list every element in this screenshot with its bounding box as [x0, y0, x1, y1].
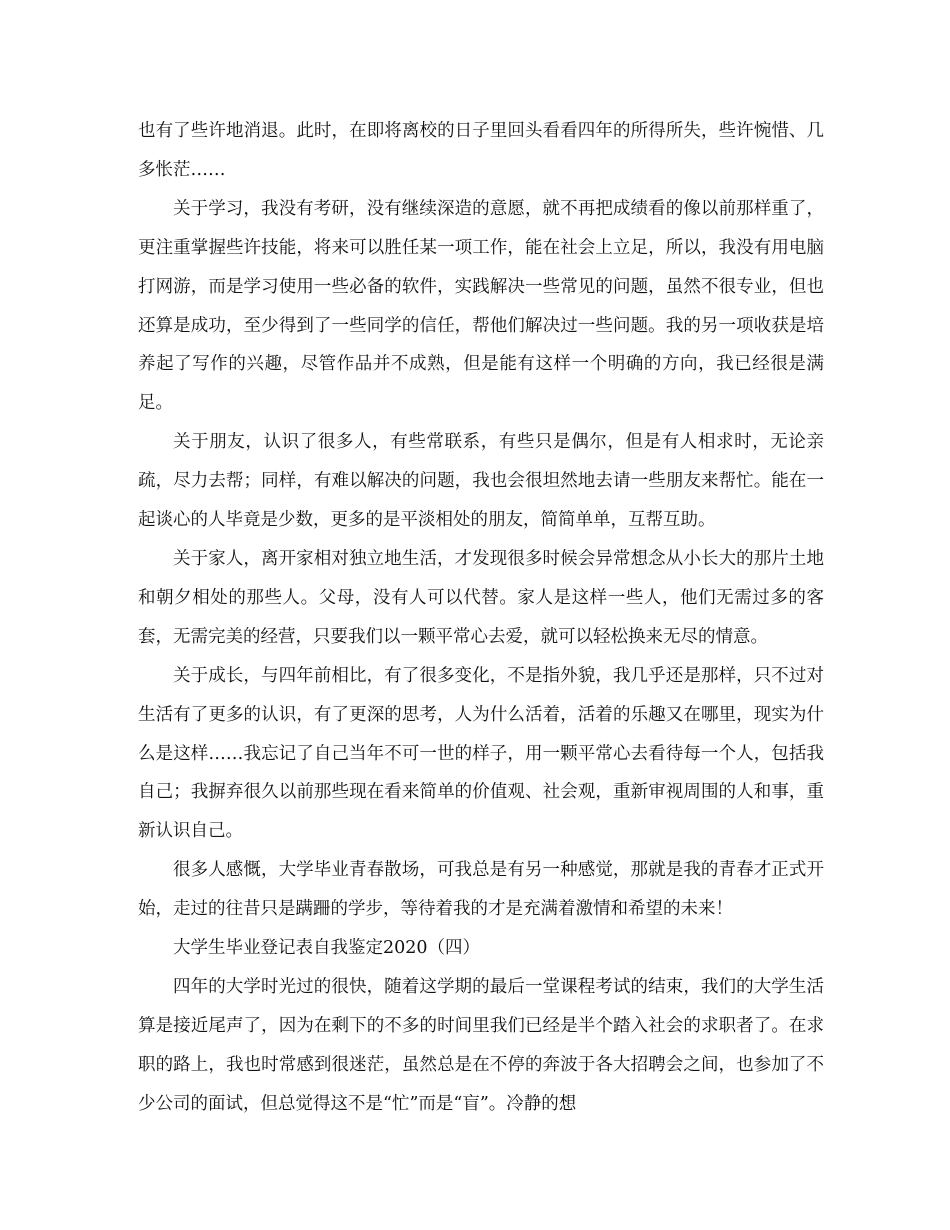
paragraph-continuation: 也有了些许地消退。此时，在即将离校的日子里回头看看四年的所得所失，些许惋惜、几多怅茫……: [138, 121, 824, 180]
document-page: [138, 112, 824, 1124]
paragraph-study: 关于学习，我没有考研，没有继续深造的意愿，就不再把成绩看的像以前那样重了，更注重掌握些许技能，将来可以胜任某一项工作，能在社会上立足，所以，我没有用电脑打网游，而是学习使用一些必备的软件，实践解决一些常见的问题，虽然不很专业，但也还算是成功，至少得到了一些同学的信任，帮他们解决过一些问题。我的另一项收获是培养起了写作的兴趣，尽管作品并不成熟，但是能有这样一个明确的方向，我已经很是满足。: [138, 198, 824, 414]
section-heading: 大学生毕业登记表自我鉴定2020（四）: [173, 938, 481, 959]
paragraph-growth: 关于成长，与四年前相比，有了很多变化，不是指外貌，我几乎还是那样，只不过对生活有了更多的认识，有了更深的思考，人为什么活着，活着的乐趣又在哪里，现实为什么是这样……我忘记了自己当年不可一世的样子，用一颗平常心去看待每一个人，包括我自己；我摒弃很久以前那些现在看来简单的价值观、社会观，重新审视周围的人和事，重新认识自己。: [138, 665, 824, 842]
paragraph-conclusion: 很多人感慨，大学毕业青春散场，可我总是有另一种感觉，那就是我的青春才正式开始，走过的往昔只是蹒跚的学步，等待着我的才是充满着激情和希望的未来！: [138, 860, 824, 920]
paragraph-family: 关于家人，离开家相对独立地生活，才发现很多时候会异常想念从小长大的那片土地和朝夕相处的那些人。父母，没有人可以代替。家人是这样一些人，他们无需过多的客套，无需完美的经营，只要我们以一颗平常心去爱，就可以轻松换来无尽的情意。: [138, 548, 824, 647]
paragraph-friends: 关于朋友，认识了很多人，有些常联系，有些只是偶尔，但是有人相求时，无论亲疏，尽力去帮；同样，有难以解决的问题，我也会很坦然地去请一些朋友来帮忙。能在一起谈心的人毕竟是少数，更多的是平淡相处的朋友，简简单单，互帮互助。: [138, 432, 824, 531]
paragraph-job-search: 四年的大学时光过的很快，随着这学期的最后一堂课程考试的结束，我们的大学生活算是接近尾声了，因为在剩下的不多的时间里我们已经是半个踏入社会的求职者了。在求职的路上，我也时常感到很迷茫，虽然总是在不停的奔波于各大招聘会之间，也参加了不少公司的面试，但总觉得这不是“忙”而是“盲”。冷静的想: [138, 976, 824, 1114]
